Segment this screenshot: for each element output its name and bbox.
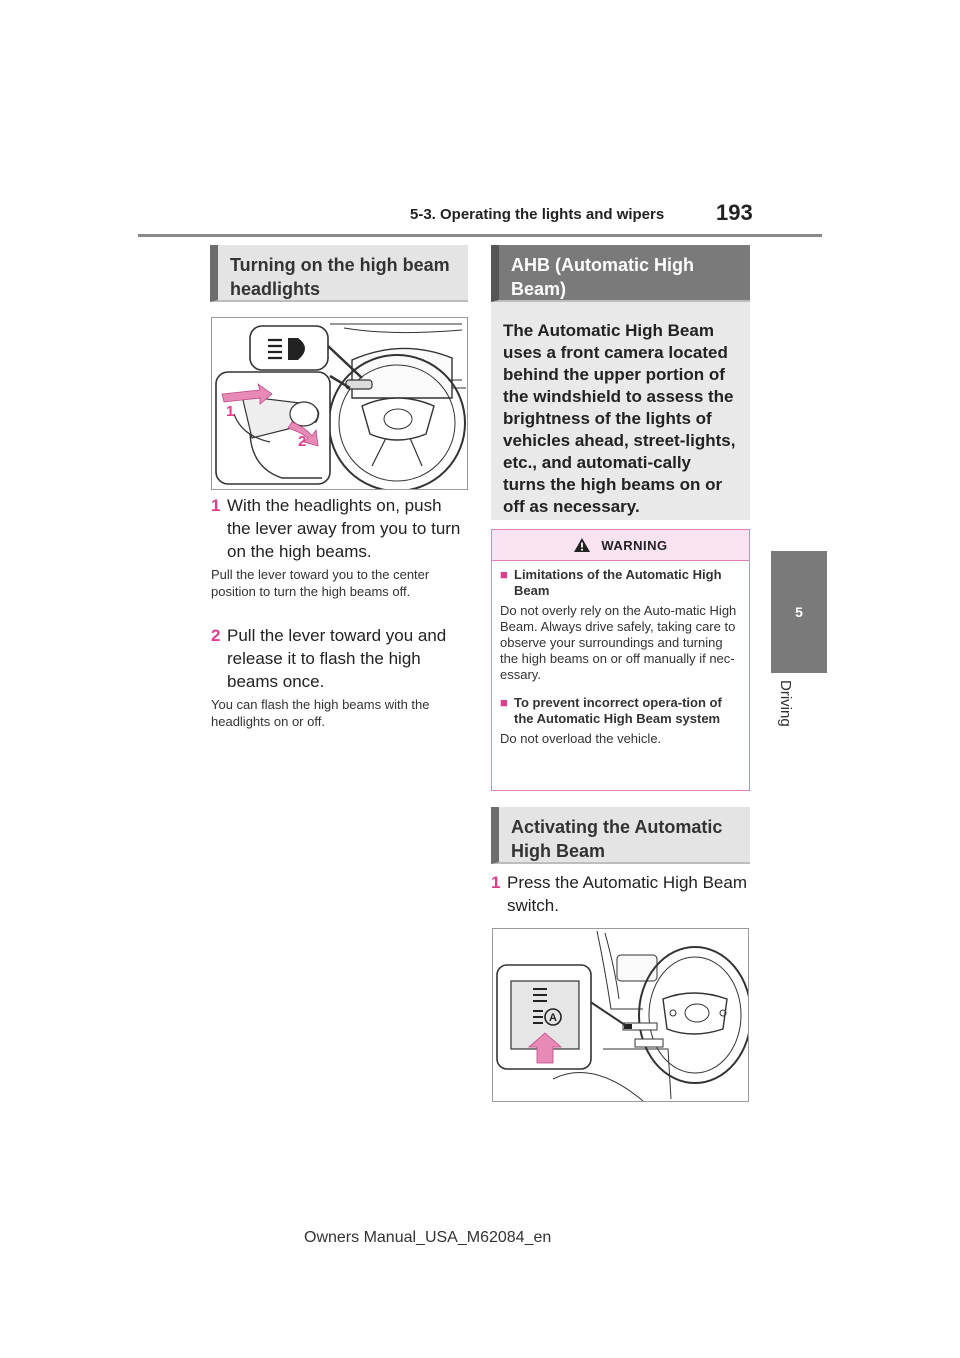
step-1 (211, 494, 469, 563)
step-1-number: 1 (211, 496, 221, 515)
header-divider (138, 234, 822, 237)
step-2-number: 2 (211, 626, 221, 645)
warning-box (491, 529, 750, 791)
footer-manual-id: Owners Manual_USA_M62084_en (304, 1229, 552, 1246)
switch-illustration (493, 929, 748, 1101)
lever-figure (211, 317, 468, 490)
ahb-heading: AHB (Automatic High Beam) (491, 245, 750, 302)
step-2-note: You can flash the high beams with the headlights on or off. (211, 697, 430, 729)
activate-step-text: Press the Automatic High Beam switch. (507, 873, 748, 915)
activate-step-1 (491, 871, 750, 917)
step-1-text: With the headlights on, push the lever away from you to turn on the high beams. (227, 496, 461, 561)
warning-subhead-1: ■ Limitations of the Automatic High Beam (500, 567, 722, 598)
auto-switch-letter: A (549, 1012, 557, 1024)
chapter-tab (771, 551, 827, 673)
step-1-note: Pull the lever toward you to the center position to turn the high beams off. (211, 567, 430, 599)
high-beam-heading: Turning on the high beam headlights (210, 245, 468, 302)
warning-text-2: Do not overload the vehicle. (500, 731, 662, 746)
ahb-intro: The Automatic High Beam uses a front camera located behind the upper portion of the windshield to assess the brightness of the lights of vehicles ahead, street-lights, etc., and automati-cally turns the high beams on or off as necessary. (491, 302, 750, 520)
warning-subhead-2: ■ To prevent incorrect opera-tion of the Automatic High Beam system (500, 695, 722, 726)
lever-illustration (212, 318, 467, 489)
chapter-number: 5 (795, 604, 803, 620)
callout-1: 1 (226, 403, 235, 420)
callout-2: 2 (298, 433, 307, 450)
activate-heading: Activating the Automatic High Beam (491, 807, 750, 864)
step-2 (211, 624, 469, 693)
chapter-label: Driving (777, 680, 794, 727)
warning-header (492, 530, 749, 561)
warning-subhead-1-text: Limitations of the Automatic High Beam (514, 567, 722, 598)
activate-step-number: 1 (491, 873, 501, 892)
warning-text-1: Do not overly rely on the Auto-matic High Beam. Always drive safely, taking care to observe your surroundings and turning the high beams on or off manually if nec-essary. (500, 603, 737, 682)
switch-figure (492, 928, 749, 1102)
warning-icon (573, 537, 591, 553)
page-number: 193 (716, 200, 753, 225)
warning-subhead-2-text: To prevent incorrect opera-tion of the Automatic High Beam system (514, 695, 722, 726)
section-title: 5-3. Operating the lights and wipers (410, 206, 665, 223)
warning-title: WARNING (601, 537, 668, 553)
step-2-text: Pull the lever toward you and release it to flash the high beams once. (227, 626, 447, 691)
